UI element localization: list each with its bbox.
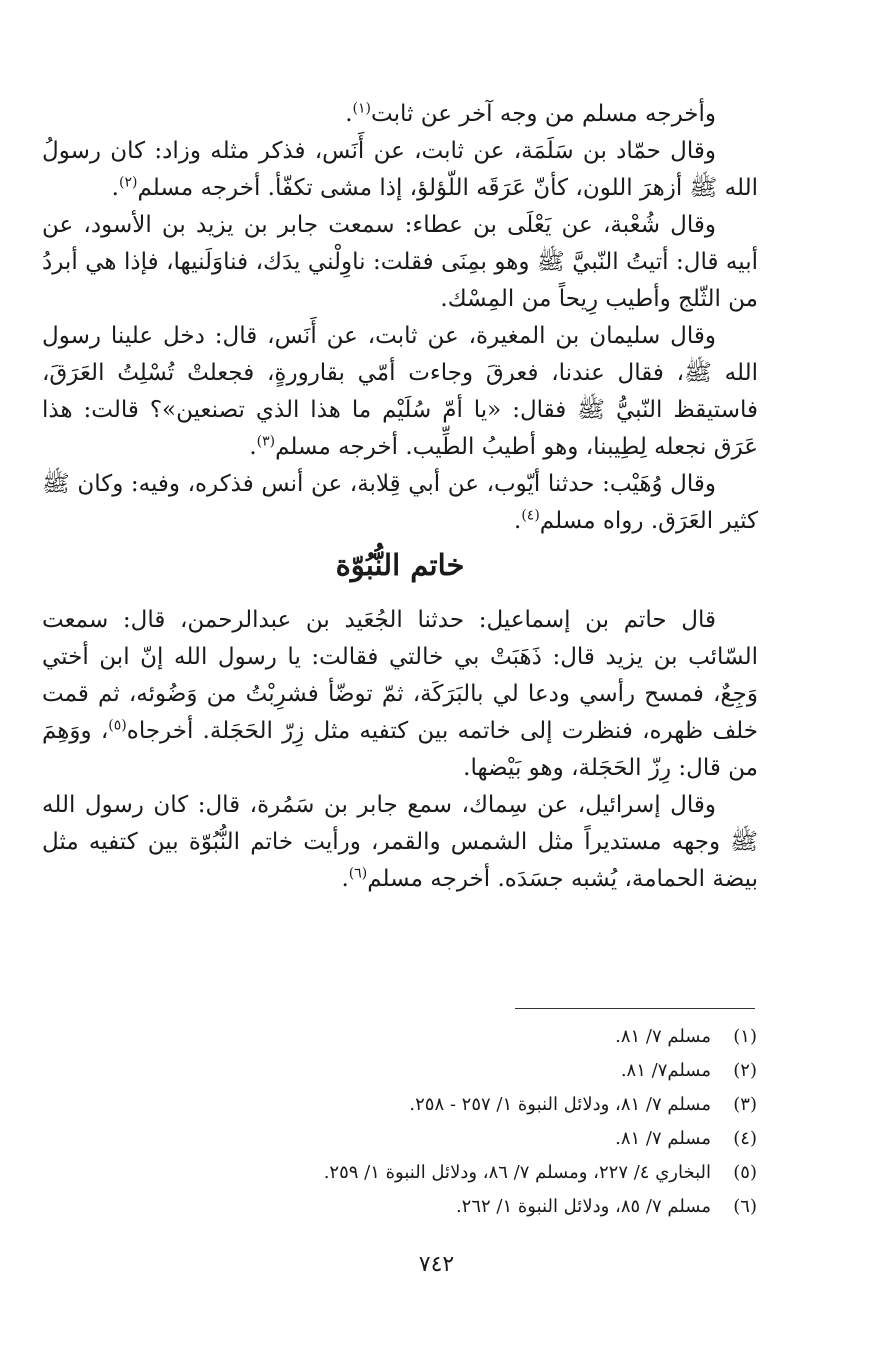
paragraph-end: . xyxy=(345,101,353,127)
footnote-item xyxy=(120,1122,757,1156)
footnote-item xyxy=(120,1020,757,1054)
page-body xyxy=(42,96,758,898)
paragraph-6 xyxy=(42,602,758,787)
paragraph-text: وقال إسرائيل، عن سِماك، سمع جابر بن سَمُرة، قال: كان رسول الله ﷺ وجهه مستديراً مثل الشمس والقمر، ورأيت خاتم النُّبُوّة بين كتفيه مثل بيضة الحمامة، يُشبه جسَدَه. أخرجه مسلم xyxy=(42,792,758,892)
page-number: ٧٤٢ xyxy=(418,1252,455,1277)
paragraph-2 xyxy=(42,133,758,207)
paragraph-1 xyxy=(42,96,758,133)
footnote-text: مسلم ٧/ ٨١. xyxy=(615,1128,711,1149)
footnote-text: البخاري ٤/ ٢٢٧، ومسلم ٧/ ٨٦، ودلائل النبوة ١/ ٢٥٩. xyxy=(323,1162,711,1183)
paragraph-3 xyxy=(42,207,758,318)
paragraph-end: ، ووَهِمَ من قال: رِزّ الحَجَلة، وهو بَيْضها. xyxy=(42,718,758,781)
footnote-item xyxy=(120,1156,757,1190)
paragraph-text: وقال سليمان بن المغيرة، عن ثابت، عن أَنَس، قال: دخل علينا رسول الله ﷺ، فقال عندنا، فعرقَ وجاءت أمّي بقارورةٍ، فجعلتْ تُسْلِتُ العَرَقَ، فاستيقظ النّبيُّ ﷺ فقال: «يا أمّ سُلَيْم ما هذا الذي تصنعين»؟ قالت: هذا عَرَق نجعله لِطِيبنا، وهو أطيبُ الطِّيب. أخرجه مسلم xyxy=(42,323,758,460)
section-heading: خاتم النُّبُوّة xyxy=(335,548,465,582)
footnote-item xyxy=(120,1088,757,1122)
footnote-separator xyxy=(515,1008,755,1009)
footnote-number: (٣) xyxy=(733,1094,757,1115)
footnote-number: (٦) xyxy=(733,1196,757,1217)
paragraph-text: قال حاتم بن إسماعيل: حدثنا الجُعَيد بن عبدالرحمن، قال: سمعت السّائب بن يزيد قال: ذَهَبَتْ بي خالتي فقالت: يا رسول الله إنّ ابن أختي وَجِعٌ، فمسح رأسي ودعا لي بالبَرَكَة، ثمّ توضّأ فشرِبْتُ من وَضُوئه، ثم قمت خلف ظهره، فنظرت إلى خاتمه بين كتفيه مثل زِرّ الحَجَلة. أخرجاه xyxy=(42,607,758,744)
footnote-ref-1: (١) xyxy=(352,100,371,117)
footnote-item xyxy=(120,1190,757,1224)
footnote-ref-3: (٣) xyxy=(256,433,276,450)
paragraph-text: وقال حمّاد بن سَلَمَة، عن ثابت، عن أَنَس، فذكر مثله وزاد: كان رسولُ الله ﷺ أزهرَ اللون، كأنّ عَرَقَه اللّؤلؤ، إذا مشى تكفّأ. أخرجه مسلم xyxy=(42,138,758,201)
paragraph-5 xyxy=(42,466,758,540)
paragraph-text: وقال وُهَيْب: حدثنا أيّوب، عن أبي قِلابة، عن أنس فذكره، وفيه: وكان ﷺ كثير العَرَق. رواه مسلم xyxy=(42,471,758,534)
footnote-ref-2: (٢) xyxy=(118,174,138,191)
paragraph-end: . xyxy=(249,434,257,460)
footnote-ref-4: (٤) xyxy=(521,507,540,524)
footnote-number: (٢) xyxy=(733,1060,757,1081)
paragraph-end: . xyxy=(111,175,119,201)
footnote-ref-5: (٥) xyxy=(108,717,127,734)
paragraph-end: . xyxy=(514,508,522,534)
footnote-ref-6: (٦) xyxy=(348,865,368,882)
paragraph-4 xyxy=(42,318,758,466)
footnote-number: (١) xyxy=(733,1026,757,1047)
paragraph-end: . xyxy=(341,866,349,892)
footnote-text: مسلم ٧/ ٨١. xyxy=(615,1026,711,1047)
footnote-text: مسلم ٧/ ٨١، ودلائل النبوة ١/ ٢٥٧ - ٢٥٨. xyxy=(409,1094,711,1115)
footnote-number: (٤) xyxy=(733,1128,757,1149)
footnote-item xyxy=(120,1054,757,1088)
footnotes-list xyxy=(120,1020,757,1224)
paragraph-7 xyxy=(42,787,758,898)
paragraph-text: وقال شُعْبة، عن يَعْلَى بن عطاء: سمعت جابر بن يزيد بن الأسود، عن أبيه قال: أتيتُ النّبيَّ ﷺ وهو بمِنَى فقلت: ناوِلْني يدَك، فناوَلَنيها، فإذا هي أبردُ من الثّلج وأطيب رِيحاً من المِسْك. xyxy=(42,212,758,312)
footnote-number: (٥) xyxy=(733,1162,757,1183)
footnote-text: مسلم٧/ ٨١. xyxy=(620,1060,711,1081)
footnote-text: مسلم ٧/ ٨٥، ودلائل النبوة ١/ ٢٦٢. xyxy=(455,1196,711,1217)
paragraph-text: وأخرجه مسلم من وجه آخر عن ثابت xyxy=(371,101,716,127)
